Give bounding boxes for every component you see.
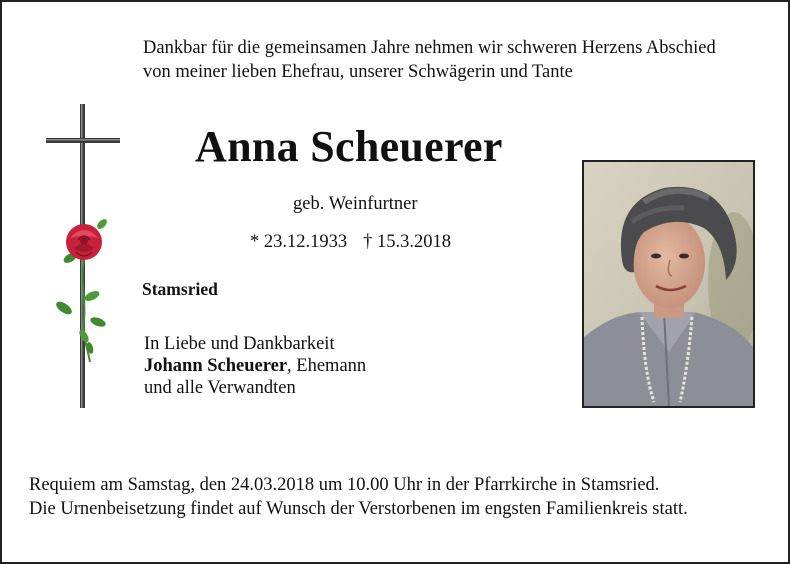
footer-line-1: Requiem am Samstag, den 24.03.2018 um 10.00 Uhr in der Pfarrkirche in Stamsried. [29, 475, 660, 495]
mourners-line-1: In Liebe und Dankbarkeit [144, 334, 335, 354]
place-name: Stamsried [142, 279, 218, 299]
portrait-image [584, 162, 753, 406]
mourners-line-2 [144, 355, 366, 377]
portrait-photo [582, 160, 755, 408]
mourner-name: Johann Scheuerer [144, 356, 288, 376]
mourners-block [144, 333, 366, 399]
mourner-relation: , Ehemann [287, 356, 367, 376]
footer-text [29, 473, 688, 521]
deceased-name: Anna Scheuerer [195, 122, 503, 171]
intro-text [143, 36, 716, 84]
death-date: † 15.3.2018 [363, 232, 451, 252]
intro-line-1: Dankbar für die gemeinsamen Jahre nehmen wir schweren Herzens Abschied [143, 38, 716, 58]
mourners-line-3: und alle Verwandten [144, 378, 296, 398]
life-dates [250, 232, 451, 253]
birth-name: geb. Weinfurtner [293, 194, 418, 214]
cross-with-rose-icon [40, 100, 130, 412]
birth-date: * 23.12.1933 [250, 232, 348, 252]
footer-line-2: Die Urnenbeisetzung findet auf Wunsch der Verstorbenen im engsten Familienkreis statt. [29, 499, 688, 519]
intro-line-2: von meiner lieben Ehefrau, unserer Schwägerin und Tante [143, 62, 573, 82]
